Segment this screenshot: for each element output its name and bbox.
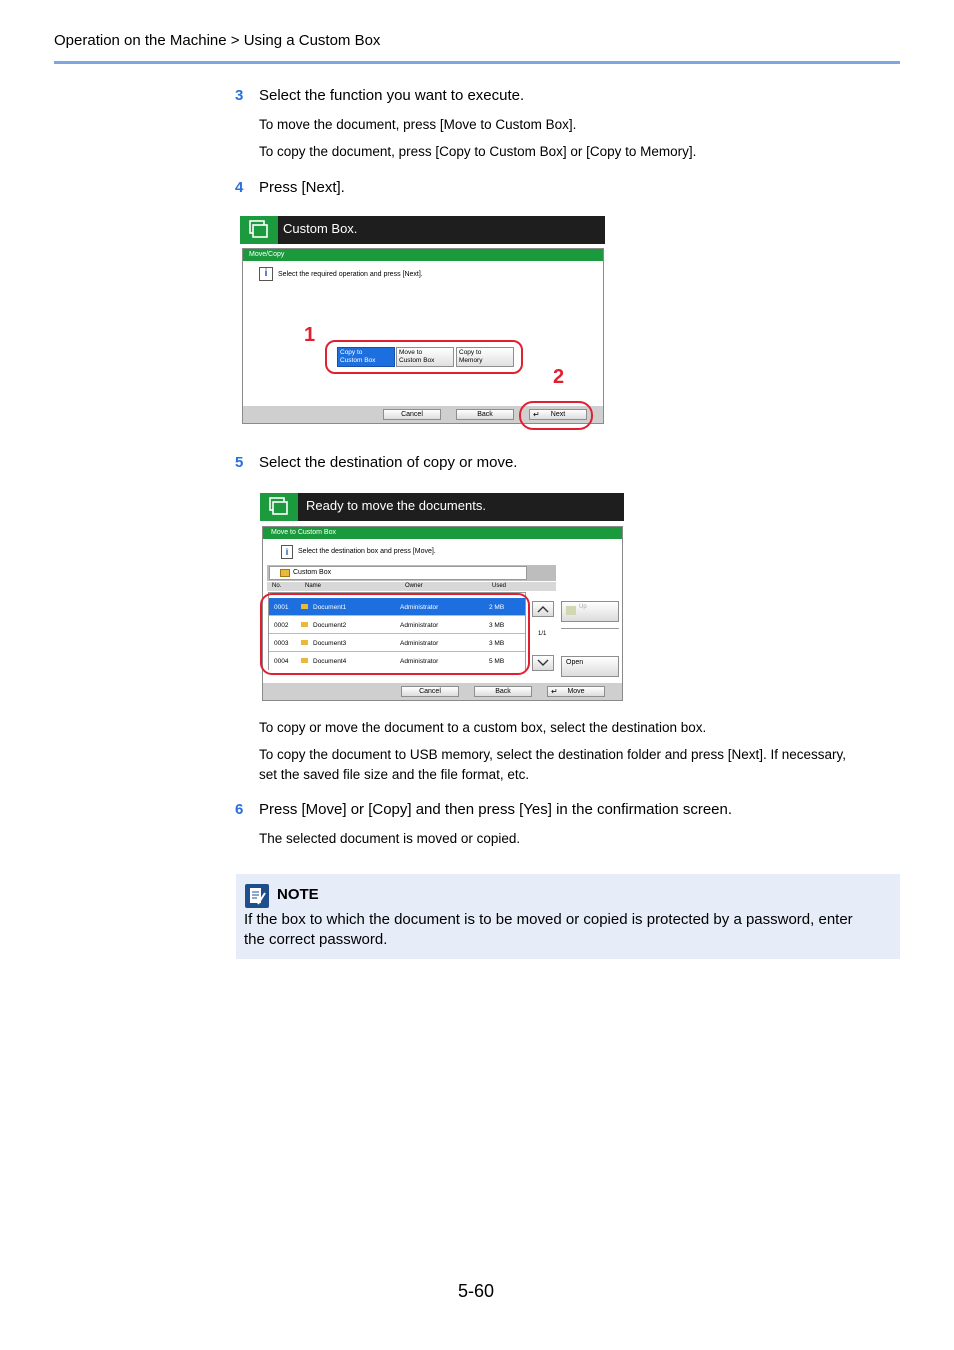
step-5-number: 5	[235, 454, 244, 471]
note-box	[236, 874, 900, 959]
page-number: 5-60	[458, 1281, 495, 1301]
row-owner: Administrator	[400, 658, 439, 665]
row-owner: Administrator	[400, 622, 439, 629]
enter-icon: ↵	[533, 410, 540, 419]
step-3-number: 3	[235, 87, 244, 104]
open-button[interactable]: Open	[561, 656, 619, 677]
back-button[interactable]: Back	[474, 686, 532, 697]
info-icon: i	[259, 267, 273, 281]
column-used[interactable]: Used	[492, 583, 507, 589]
column-owner[interactable]: Owner	[405, 583, 423, 589]
step-5-line-3: set the saved file size and the file format, etc.	[259, 767, 530, 782]
note-title: NOTE	[277, 886, 319, 903]
breadcrumb: Operation on the Machine > Using a Custom Box	[54, 32, 381, 49]
column-name[interactable]: Name	[305, 583, 322, 589]
step-6-title: Press [Move] or [Copy] and then press [Yes] in the confirmation screen.	[259, 801, 733, 818]
row-no: 0004	[274, 658, 289, 665]
callout-label-1: 1	[304, 324, 316, 346]
location-bar	[267, 565, 556, 581]
screen-title-bar	[260, 493, 624, 521]
move-button-label: Move	[567, 688, 585, 695]
row-name: Document1	[313, 604, 347, 611]
screenshot-move-destination	[260, 493, 624, 703]
up-button[interactable]	[561, 601, 619, 622]
location-label: Custom Box	[293, 569, 332, 576]
callout-label-2: 2	[553, 366, 565, 388]
side-divider	[561, 628, 619, 629]
row-used: 2 MB	[489, 604, 505, 611]
column-header-row	[267, 582, 556, 591]
option-label-line2: Memory	[459, 357, 483, 364]
row-owner: Administrator	[400, 604, 439, 611]
row-owner: Administrator	[400, 640, 439, 647]
callout-ring-list	[260, 593, 530, 675]
note-line-1: If the box to which the document is to be moved or copied is protected by a password, enter	[244, 911, 853, 928]
step-4-title: Press [Next].	[259, 179, 345, 196]
column-no[interactable]: No.	[272, 583, 282, 589]
cancel-button[interactable]: Cancel	[383, 409, 441, 420]
folder-icon	[280, 569, 290, 577]
bottom-bar	[263, 683, 622, 700]
cancel-button[interactable]: Cancel	[401, 686, 459, 697]
screen-title-bar	[240, 216, 605, 244]
row-no: 0001	[274, 604, 289, 611]
step-3-title: Select the function you want to execute.	[259, 87, 525, 104]
note-line-2: the correct password.	[244, 931, 388, 948]
panel-instruction: Select the required operation and press [Next].	[278, 271, 423, 278]
step-6-line-1: The selected document is moved or copied.	[259, 831, 521, 846]
custom-box-icon	[260, 493, 298, 521]
row-name: Document4	[313, 658, 347, 665]
scroll-up-button[interactable]	[532, 601, 554, 617]
move-button[interactable]	[547, 686, 605, 697]
step-5-line-2: To copy the document to USB memory, select the destination folder and press [Next]. If necessary,	[259, 747, 847, 762]
location-field	[269, 566, 527, 580]
row-no: 0002	[274, 622, 289, 629]
note-icon	[245, 884, 269, 908]
enter-icon: ↵	[551, 687, 558, 696]
screen-title: Custom Box.	[283, 221, 358, 236]
callout-ring-1	[325, 340, 523, 374]
move-copy-panel	[242, 248, 604, 424]
panel-instruction: Select the destination box and press [Move].	[298, 548, 436, 555]
header-divider	[54, 61, 900, 64]
step-6-number: 6	[235, 801, 244, 818]
up-folder-icon	[566, 606, 576, 615]
step-3-line-1: To move the document, press [Move to Custom Box].	[259, 117, 577, 132]
option-label-line1: Copy to	[459, 349, 482, 356]
row-name: Document2	[313, 622, 347, 629]
callout-ring-2	[519, 401, 593, 430]
row-used: 3 MB	[489, 622, 505, 629]
option-label-line2: Custom Box	[399, 357, 435, 364]
next-button-label: Next	[550, 411, 566, 418]
row-used: 5 MB	[489, 658, 505, 665]
step-3-line-2: To copy the document, press [Copy to Custom Box] or [Copy to Memory].	[259, 144, 697, 159]
row-no: 0003	[274, 640, 289, 647]
option-label-line2: Custom Box	[340, 357, 376, 364]
back-button[interactable]: Back	[456, 409, 514, 420]
scroll-down-button[interactable]	[532, 655, 554, 671]
up-button-label: Up	[579, 604, 587, 610]
screenshot-move-copy	[240, 216, 605, 426]
panel-header: Move/Copy	[243, 249, 603, 261]
step-4-number: 4	[235, 179, 244, 196]
step-5-line-1: To copy or move the document to a custom box, select the destination box.	[259, 720, 707, 735]
step-5-title: Select the destination of copy or move.	[259, 454, 518, 471]
info-icon: i	[281, 545, 293, 559]
page-indicator: 1/1	[538, 631, 547, 637]
option-label-line1: Move to	[399, 349, 423, 356]
custom-box-icon	[240, 216, 278, 244]
option-label-line1: Copy to	[340, 349, 363, 356]
row-name: Document3	[313, 640, 347, 647]
panel-header: Move to Custom Box	[263, 527, 622, 539]
row-used: 3 MB	[489, 640, 505, 647]
screen-title: Ready to move the documents.	[306, 498, 486, 513]
